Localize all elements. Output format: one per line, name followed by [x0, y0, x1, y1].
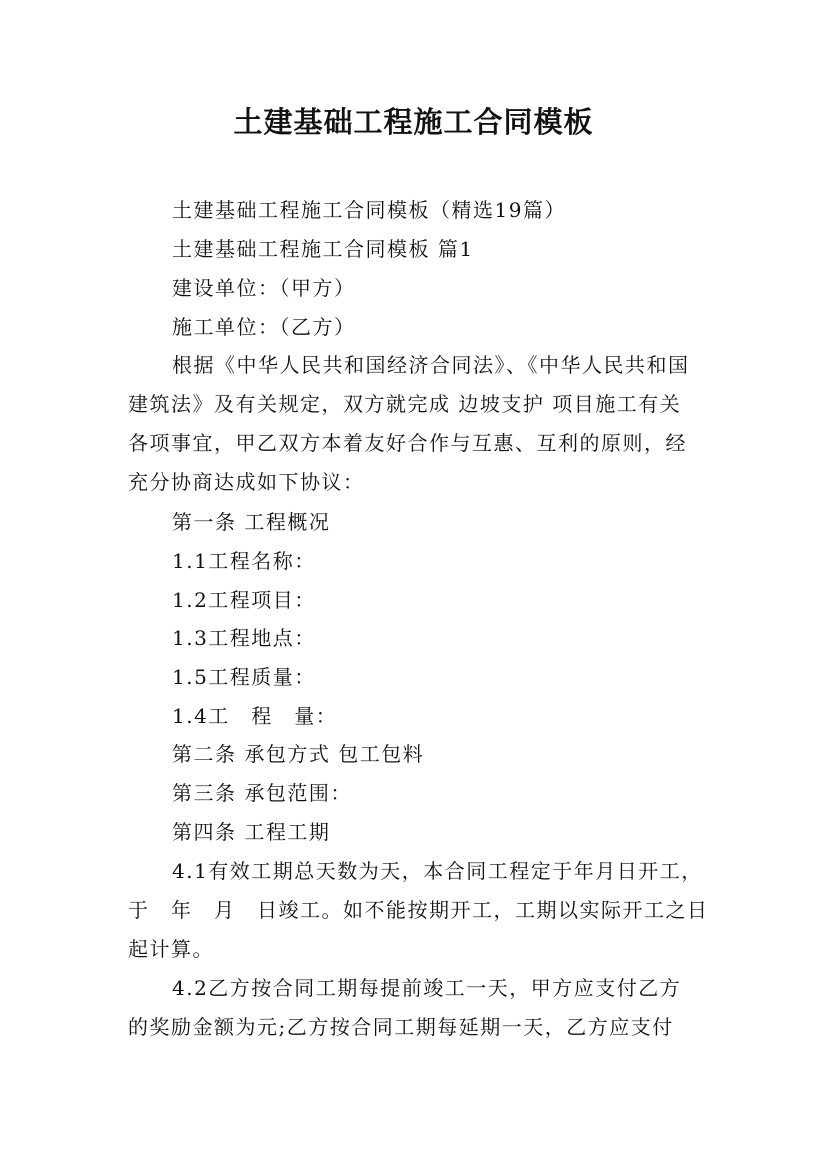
section-heading: 第二条 承包方式 包工包料: [172, 742, 425, 766]
text-line: 4.1有效工期总天数为天，本合同工程定于年月日开工，: [172, 859, 703, 883]
text-line: 施工单位：（乙方）: [172, 315, 356, 339]
text-line: 起计算。: [128, 937, 214, 961]
section-heading: 第三条 承包范围：: [172, 781, 352, 805]
text-line: 于 年 月 日竣工。如不能按期开工，工期以实际开工之日: [128, 898, 709, 922]
text-line: 土建基础工程施工合同模板 篇1: [172, 237, 474, 261]
text-line: 充分协商达成如下协议：: [128, 470, 365, 494]
text-line: 4.2乙方按合同工期每提前竣工一天，甲方应支付乙方: [172, 976, 682, 1000]
text-line: 根据《中华人民共和国经济合同法》、《中华人民共和国: [172, 353, 690, 377]
text-line: 各项事宜，甲乙双方本着友好合作与互惠、互利的原则，经: [128, 431, 687, 455]
text-line: 1.1工程名称：: [172, 549, 316, 573]
text-line: 1.2工程项目：: [172, 588, 316, 612]
text-line: 建筑法》及有关规定，双方就完成 边坡支护 项目施工有关: [128, 392, 682, 416]
section-heading: 第四条 工程工期: [172, 820, 331, 844]
section-heading: 第一条 工程概况: [172, 510, 331, 534]
text-line: 的奖励金额为元;乙方按合同工期每延期一天，乙方应支付: [128, 1015, 674, 1039]
text-line: 建设单位：（甲方）: [172, 276, 356, 300]
text-line: 1.4工 程 量：: [172, 704, 338, 728]
text-line: 1.5工程质量：: [172, 665, 316, 689]
text-line: 1.3工程地点：: [172, 626, 316, 650]
document-title: 土建基础工程施工合同模板: [233, 105, 594, 139]
text-line: 土建基础工程施工合同模板（精选19篇）: [172, 198, 566, 222]
